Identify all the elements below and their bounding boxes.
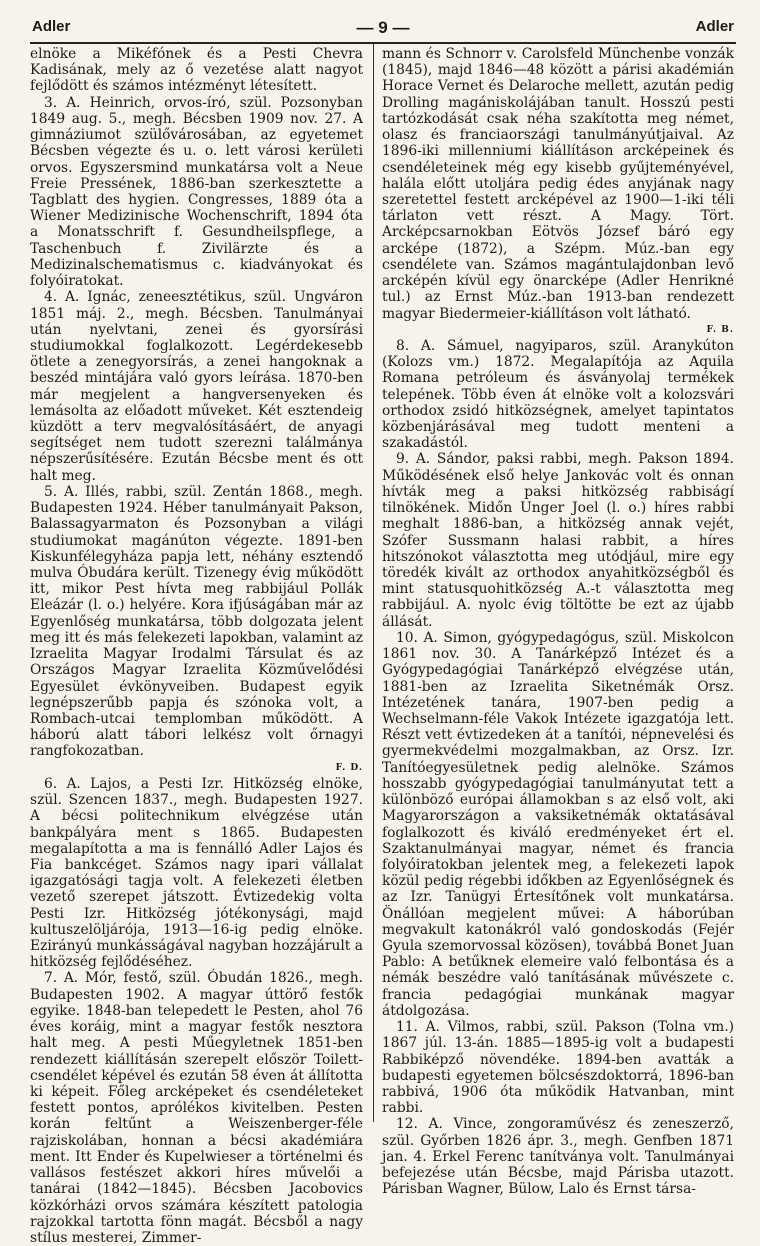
entry-vince: 12. A. Vince, zongoraművész és zeneszerző, szül. Győrben 1826 ápr. 3., megh. Genfben 1871 jan. 4. Erkel Ferenc tanítványa volt. Tanulmányai befejezése után Bécsbe, majd Párisba utazott. Párisban Wagner, Bülow, Lalo és Ernst társa- [382,1116,734,1198]
header-right-word: Adler [695,18,734,35]
author-signature: F. B. [706,324,734,335]
entry-samuel: 8. A. Sámuel, nagyiparos, szül. Aranykúton (Kolozs vm.) 1872. Megalapítója az Aquila Romana petróleum és ásványolaj termékek telepének. Több éven át elnöke volt a kolozsvári orthodox zsidó hitközségnek, amelyet tapintatos közbenjárásával meg tudott menteni a szakadástól. [382,337,734,452]
page-number: — 9 — [356,18,410,37]
entry-mor: 7. A. Mór, festő, szül. Óbudán 1826., megh. Budapesten 1902. A magyar úttörő festők egyike. 1848-ban telepedett le Pesten, ahol 76 éves koráig, mint a magyar festők nesztora halt meg. A pesti Műegyletnek 1851-ben rendezett kiállításán szerepelt először Toilett-csendélet képével és ezután 58 éven át állította ki képeit. Főleg arcképeket és csendéleteket festett pontos, aprólékos kivitelben. Pesten korán feltűnt a Weiszenberger-féle rajziskolában, honnan a bécsi akadémiára ment. Itt Ender és Kupelwieser a történelmi és vallásos festészet akkori híres művelői a tanárai (1842—1845). Bécsben Jacobovics közkórházi orvos számára készített patologia rajzokkal tartotta fönn magát. Bécsből a nagy stílus mesterei, Zimmer- [30,970,363,1246]
right-column [382,46,734,1198]
column-divider [373,44,374,1122]
entry-simon: 10. A. Simon, gyógypedagógus, szül. Miskolcon 1861 nov. 30. A Tanárképző Intézet és a Gyógypedagógiai Tanárképző elvégzése után, 1881-ben az Izraelita Siketnémák Orsz. Intézetének tanára, 1907-ben pedig a Wechselmann-féle Vakok Intézete igazgatója lett. Részt vett évtizedeken át a tanítói, népnevelési és gyermekvédelmi mozgalmakban, az Orsz. Izr. Tanítóegyesületnek pedig alelnöke. Számos hosszabb gyógypedagógiai tanulmányutat tett a különböző európai államokban s az első volt, aki Magyarországon a vaksiketnémák oktatásával foglalkozott és kiváló eredményeket ért el. Szaktanulmányai magyar, német és francia folyóiratokban jelentek meg, a felekezeti lapok közül pedig régebbi időkben az Egyenlőségnek és az Izr. Tanügyi Értesítőnek volt munkatársa. Önállóan megjelent művei: A háborúban megvakult katonákról való gondoskodás (Fejér Gyula szemorvossal közösen), továbbá Bonet Juan Pablo: A betűknek elemeire való felbontása és a némák beszédre való tanításának művészete c. francia pedagógiai munkának magyar átdolgozása. [382,629,734,1019]
running-header [32,18,734,42]
entry-ignac: 4. A. Ignác, zeneesztétikus, szül. Ungváron 1851 máj. 2., megh. Bécsben. Tanulmányai után nyelvtani, zenei és gyorsírási studiumokkal foglalkozott. Legérdekesebb ötlete a zenegyorsírás, a zenei hangoknak a beszéd mintájára való gyors leírása. 1870-ben már megjelent a hangversenyeken és lemásolta az előadott műveket. Két esztendeig küzdött a terv megvalósításáért, de anyagi segítséget nem tudott szerezni találmánya népszerűsítésére. Ezután Bécsbe ment és ott halt meg. [30,289,363,484]
header-rule [30,42,736,44]
entry-sandor: 9. A. Sándor, paksi rabbi, megh. Pakson 1894. Működésének első helye Jankovác volt és onnan hívták meg a paksi hitközség rabbiságí tilnökének. Midőn Unger Joel (l. o.) híres rabbi meghalt 1886-ban, a hitközség annak vejét, Szófer Sussmann halasi rabbit, a híres hitszónokot választotta meg utódjául, mire egy töredék kivált az orthodox anyahitközségből és mint statusquohitközség A.-t választotta meg rabbijául. A. nyolc évig töltötte be ezt az újabb állását. [382,451,734,630]
entry-heinrich: 3. A. Heinrich, orvos-író, szül. Pozsonyban 1849 aug. 5., megh. Bécsben 1909 nov. 27. A gimnáziumot szülővárosában, az egyetemet Bécsben végezte és u. o. lett városi kerületi orvos. Egyszersmind munkatársa volt a Neue Freie Pressének, 1886-ban szerkesztette a Tagblatt des hygien. Congresses, 1889 óta a Wiener Medizinische Wochenschrift, 1894 óta a Monatsschrift f. Gesundheilspflege, a Taschenbuch f. Zivilärzte és a Medizinalschematismus c. kiadványokat és folyóiratokat. [30,94,363,290]
entry-illes: 5. A. Illés, rabbi, szül. Zentán 1868., megh. Budapesten 1924. Héber tanulmányait Pakson, Balassagyarmaton és Pozsonyban a világi studiumokat magánúton végezte. 1891-ben Kiskunfélegyháza papja lett, néhány esztendő mulva Óbudára került. Tizenegy évig működött itt, mikor Pest hívta meg rabbijául Pollák Eleázár (l. o.) helyére. Kora ifjúságában már az Egyenlőség munkatársa, több dolgozata jelent meg itt és más felekezeti lapokban, valamint az Izraelita Magyar Irodalmi Társulat és az Országos Magyar Izraelita Közművelődési Egyesület évkönyveiben. Budapest egyik legnépszerűbb papja és szónoka volt, a Rombach-utcai templomban működött. A háború alatt tábori lelkész volt őrnagyi rangfokozatban. [30,483,363,760]
entry-continuation: elnöke a Mikéfónek és a Pesti Chevra Kadisának, mely az ő vezetése alatt nagyot fejlődött és számos intézményt létesített. [30,46,363,95]
entry-mor-continued: mann és Schnorr v. Carolsfeld Münchenbe vonzák (1845), majd 1846—48 között a párisi akadémián Horace Vernet és Delaroche mellett, azután pedig Drolling magániskolájában tanult. Hosszú pesti tartózkodását csak néha szakította meg német, olasz és franciaországi tanulmányútjaival. Az 1896-iki millenniumi kiállításon arcképeinek és csendéleteinek még egy kisebb gyűjteményével, halála előtt utoljára pedig édes anyjának nagy szeretettel festett arcképével az 1900—1-iki téli tárlaton vett részt. A Magy. Tört. Arcképcsarnokban Eötvös József báró egy arcképe (1872), a Szépm. Múz.-ban egy csendélete van. Számos magántulajdonban levő arcképén kívül egy önarcképe (Adler Henrikné tul.) az Ernst Múz.-ban 1913-ban rendezett magyar Biedermeier-kiállításon volt látható. [382,46,734,322]
left-column [30,46,363,1246]
header-left-word: Adler [32,18,71,35]
entry-vilmos: 11. A. Vilmos, rabbi, szül. Pakson (Tolna vm.) 1867 júl. 13-án. 1885—1895-ig volt a budapesti Rabbiképző növendéke. 1894-ben avatták a budapesti egyetemen bölcsészdoktorrá, 1896-ban rabbivá, 1906 óta működik Hatvanban, mint rabbi. [382,1019,734,1117]
author-signature: F. D. [335,762,363,773]
entry-lajos: 6. A. Lajos, a Pesti Izr. Hitközség elnöke, szül. Szencen 1837., megh. Budapesten 1927. A bécsi politechnikum elvégzése után bankpályára ment s 1865. Budapesten megalapította a ma is fennálló Adler Lajos és Fia bankcéget. Számos nagy ipari vállalat igazgatósági tagja volt. A felekezeti életben vezető szerepet játszott. Évtizedekig volta Pesti Izr. Hitközség jótékonysági, majd kultuszelöljárója, 1913—16-ig pedig elnöke. Ezirányú munkásságával nagyban hozzájárult a hitközség fejlődéséhez. [30,775,363,971]
